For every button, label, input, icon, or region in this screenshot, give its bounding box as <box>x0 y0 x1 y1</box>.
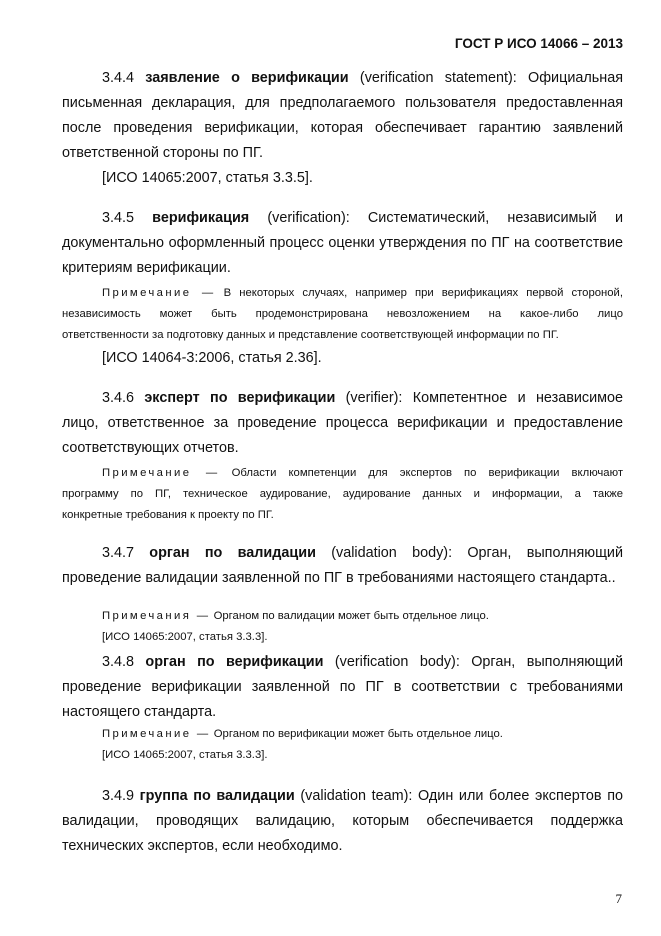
note-3-4-5-line2: независимость может быть продемонстрирована невозложением на какое-либо лицо <box>62 308 623 320</box>
note-3-4-6-line1 <box>62 463 623 484</box>
entry-3-4-4-line2: письменная декларация, для предполагаемого пользователя предоставленная <box>62 95 623 111</box>
reference: [ИСО 14065:2007, статья 3.3.5]. <box>102 170 313 186</box>
term-definition: (verification statement): Официальная <box>359 70 623 86</box>
note-label: Примечания — <box>102 610 211 622</box>
entry-3-4-7-line1 <box>62 541 623 566</box>
term: орган по верификации <box>145 654 324 670</box>
entry-3-4-5-line3: критериям верификации. <box>62 260 231 276</box>
reference: [ИСО 14064-3:2006, статья 2.36]. <box>102 350 322 366</box>
entry-3-4-7-line2: проведение валидации заявленной по ПГ в требованиями настоящего стандарта.. <box>62 570 616 586</box>
note-3-4-8-ref <box>62 745 623 766</box>
note-3-4-8-line1 <box>62 724 623 745</box>
entry-3-4-8-line1 <box>62 650 623 675</box>
term: заявление о верификации <box>145 70 349 86</box>
term: орган по валидации <box>149 545 316 561</box>
note-text: Органом по верификации может быть отдельное лицо. <box>213 728 503 740</box>
term: группа по валидации <box>139 788 295 804</box>
term-definition: (validation body): Орган, выполняющий <box>331 545 624 561</box>
note-text: Области компетенции для экспертов по верификации включают <box>231 467 623 479</box>
entry-number: 3.4.4 <box>102 70 135 86</box>
entry-3-4-4-line1 <box>62 66 623 91</box>
note-label: Примечание — <box>102 287 216 299</box>
entry-3-4-5-ref <box>62 346 623 371</box>
document-header: ГОСТ Р ИСО 14066 – 2013 <box>454 36 623 51</box>
reference: [ИСО 14065:2007, статья 3.3.3]. <box>102 631 268 643</box>
entry-number: 3.4.5 <box>102 210 135 226</box>
entry-number: 3.4.6 <box>102 390 135 406</box>
entry-3-4-6-line3: соответствующих отчетов. <box>62 440 239 456</box>
entry-3-4-4-line4: ответственной стороны по ПГ. <box>62 145 264 161</box>
note-3-4-6-line3: конкретные требования к проекту по ПГ. <box>62 509 274 521</box>
note-3-4-5-line3: ответственности за подготовку данных и представление соответствующей информации по ПГ. <box>62 329 559 341</box>
note-text: Органом по валидации может быть отдельное лицо. <box>213 610 489 622</box>
entry-3-4-4-ref <box>62 166 623 191</box>
note-3-4-6-line2: программу по ПГ, техническое аудирование, аудирование данных и информации, а также <box>62 488 623 500</box>
entry-number: 3.4.7 <box>102 545 135 561</box>
note-3-4-7-line1 <box>62 606 623 627</box>
entry-3-4-6-line2: лицо, ответственное за проведение процесса верификации и предоставление <box>62 415 623 431</box>
term-definition: (verifier): Компетентное и независимое <box>345 390 624 406</box>
term-definition: (verification): Систематический, независимый и <box>267 210 623 226</box>
entry-3-4-9-line2: валидации, проводящих валидацию, которым обеспечивается поддержка <box>62 813 623 829</box>
entry-number: 3.4.9 <box>102 788 135 804</box>
term: верификация <box>152 210 250 226</box>
entry-3-4-8-line3: настоящего стандарта. <box>62 704 217 720</box>
entry-3-4-9-line3: технических экспертов, если необходимо. <box>62 838 343 854</box>
term-definition: (validation team): Один или более экспертов по <box>300 788 623 804</box>
note-3-4-5-line1 <box>62 283 623 304</box>
entry-3-4-5-line2: документально оформленный процесс оценки утверждения по ПГ на соответствие <box>62 235 623 251</box>
note-3-4-7-ref <box>62 627 623 648</box>
note-text: В некоторых случаях, например при верификациях первой стороной, <box>223 287 623 299</box>
entry-number: 3.4.8 <box>102 654 135 670</box>
reference: [ИСО 14065:2007, статья 3.3.3]. <box>102 749 268 761</box>
page-number: 7 <box>615 891 622 906</box>
note-label: Примечание — <box>102 467 220 479</box>
term: эксперт по верификации <box>144 390 336 406</box>
entry-3-4-5-line1 <box>62 206 623 231</box>
entry-3-4-4-line3: после проведения верификации, которая обеспечивает гарантию заявлений <box>62 120 623 136</box>
entry-3-4-9-line1 <box>62 784 623 809</box>
term-definition: (verification body): Орган, выполняющий <box>334 654 624 670</box>
entry-3-4-6-line1 <box>62 386 623 411</box>
note-label: Примечание — <box>102 728 211 740</box>
entry-3-4-8-line2: проведение верификации заявленной по ПГ в соответствии с требованиями <box>62 679 623 695</box>
